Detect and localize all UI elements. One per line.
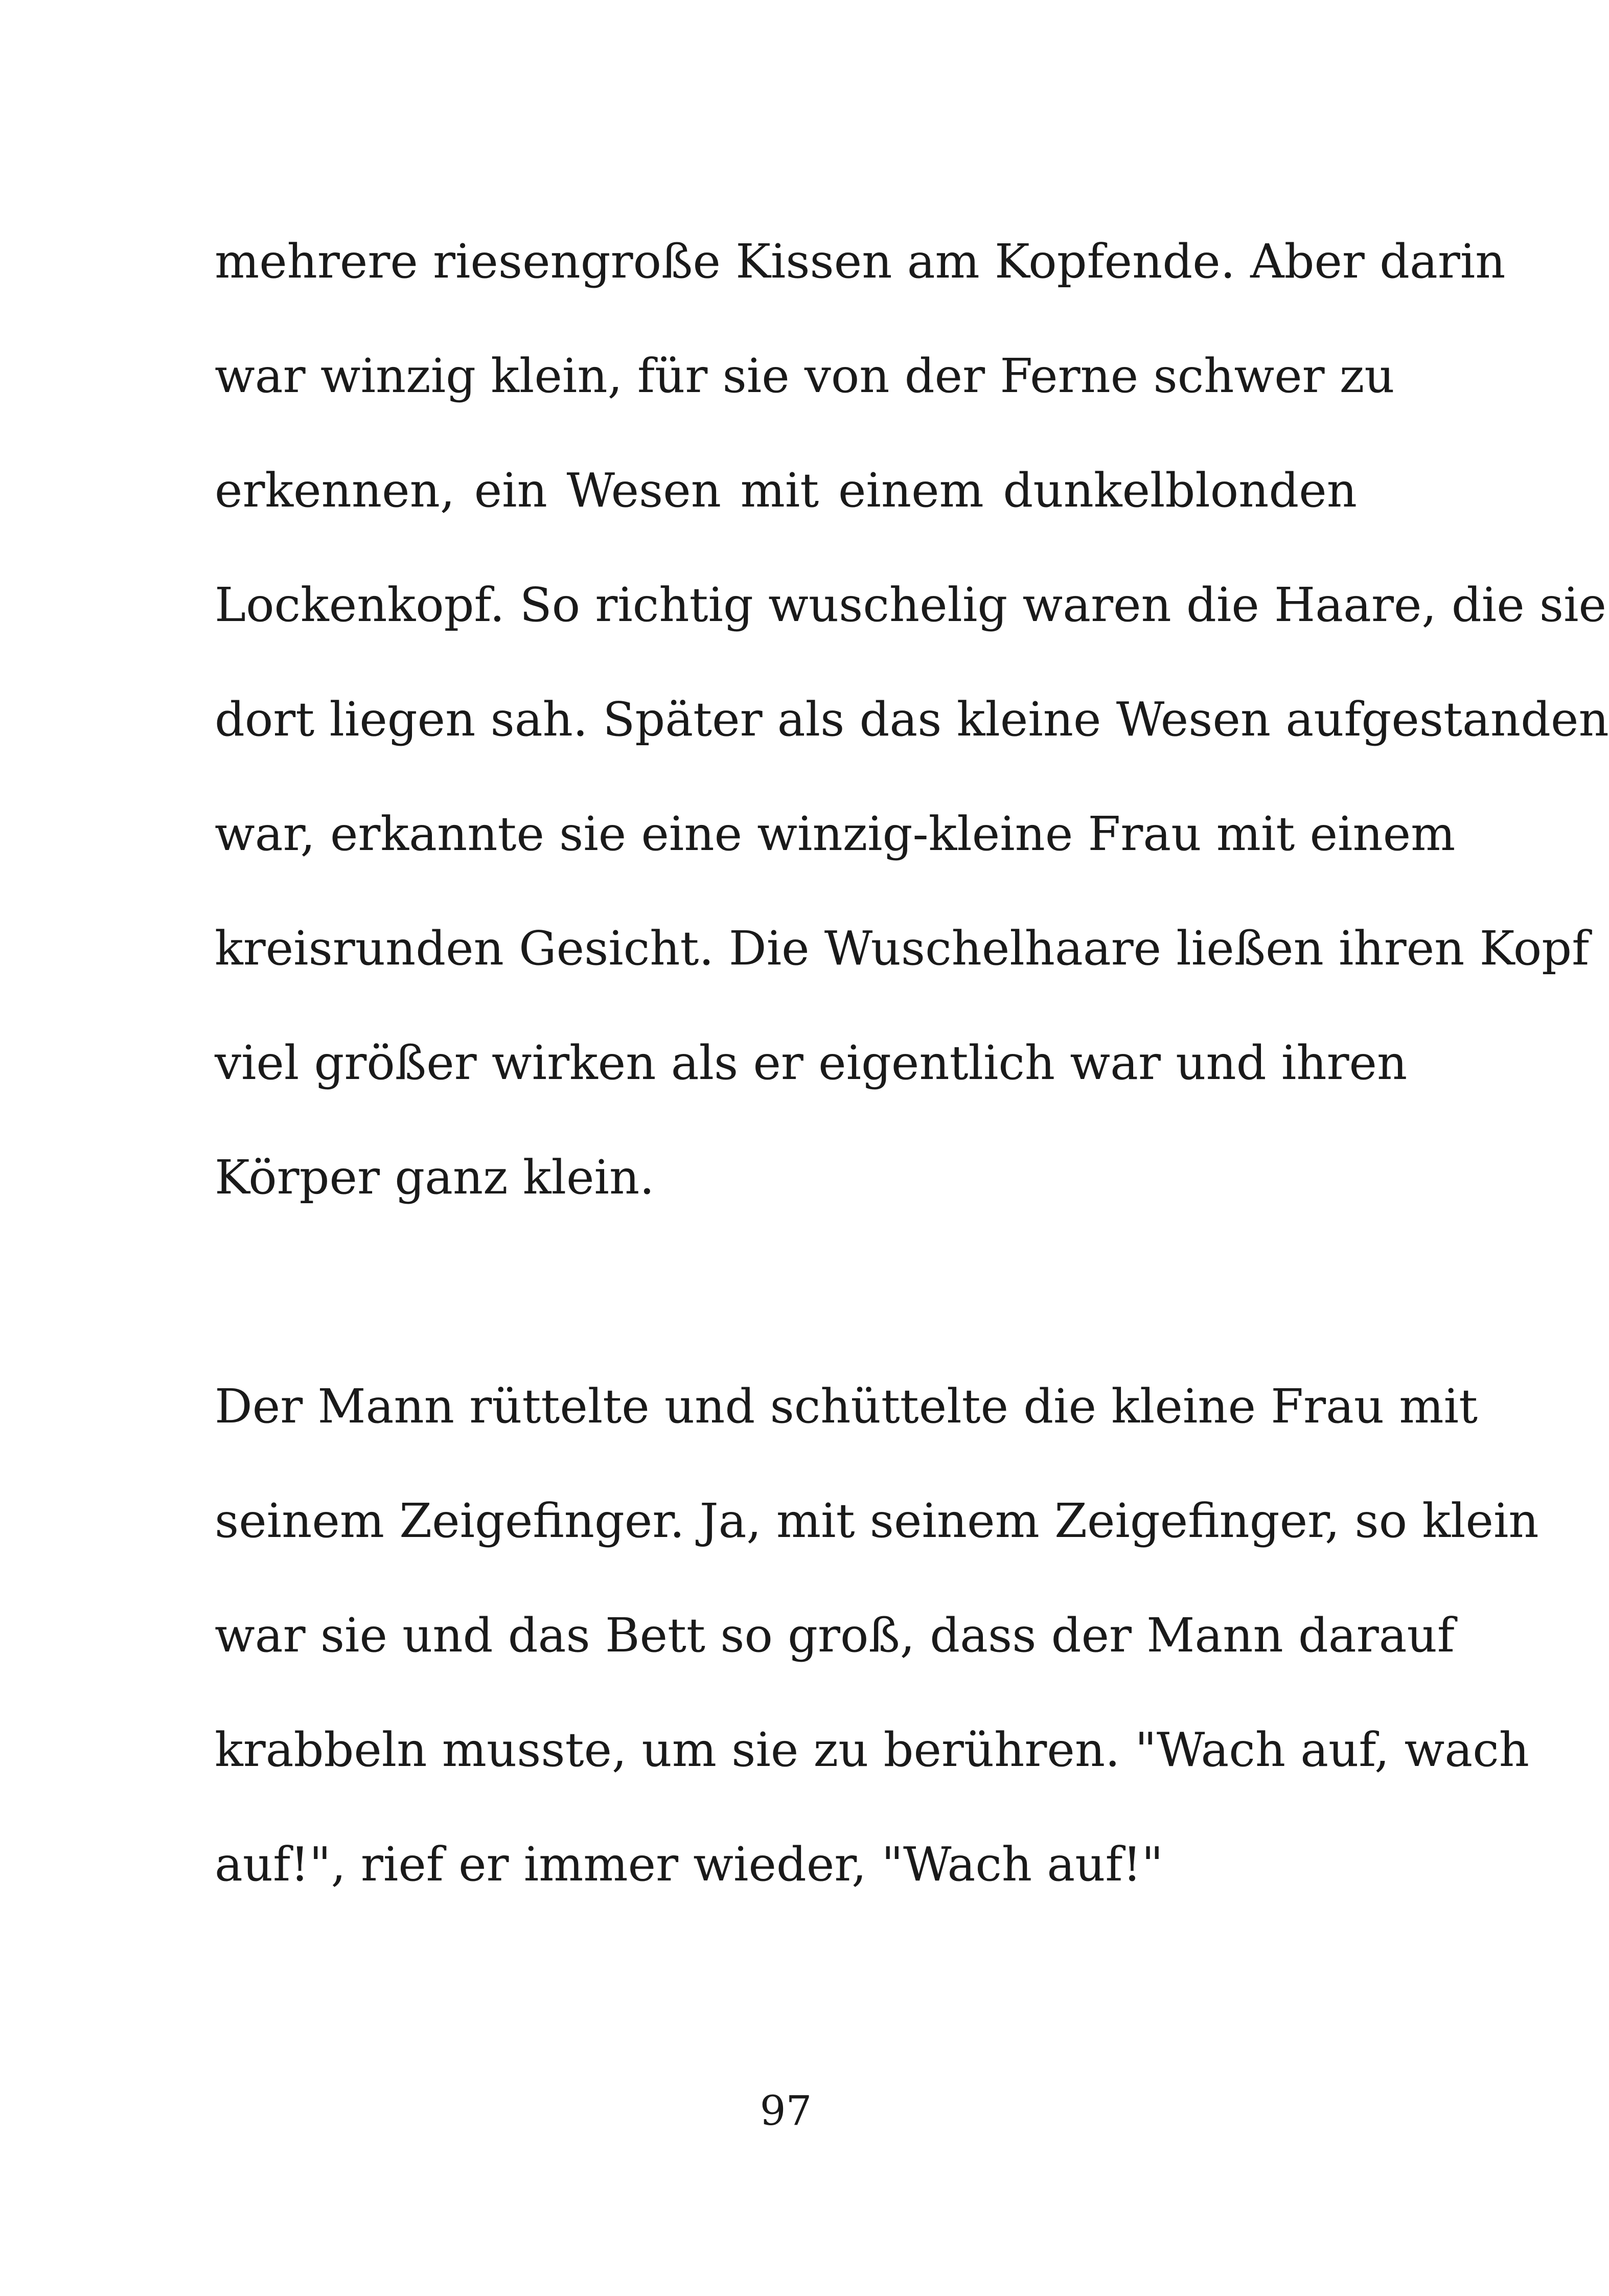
text-line: war sie und das Bett so groß, dass der Mann darauf (215, 1608, 1455, 1663)
text-line: kreisrunden Gesicht. Die Wuschelhaare ließen ihren Kopf (215, 921, 1590, 976)
text-line: war, erkannte sie eine winzig-kleine Frau mit einem (215, 807, 1456, 861)
text-line: seinem Zeigefinger. Ja, mit seinem Zeigefinger, so klein (215, 1494, 1539, 1548)
text-line: Körper ganz klein. (215, 1150, 655, 1205)
text-line: Der Mann rüttelte und schüttelte die kleine Frau mit (215, 1379, 1478, 1434)
text-line: erkennen, ein Wesen mit einem dunkelblonden (215, 463, 1357, 518)
paragraph-2 (215, 1349, 1539, 1922)
page-number: 97 (760, 2087, 812, 2134)
text-line: mehrere riesengroße Kissen am Kopfende. Aber darin (215, 234, 1506, 289)
text-line: war winzig klein, für sie von der Ferne schwer zu (215, 349, 1395, 403)
text-line: auf!", rief er immer wieder, "Wach auf!" (215, 1837, 1163, 1892)
text-line: Lockenkopf. So richtig wuschelig waren die Haare, die sie (215, 578, 1606, 632)
paragraph-1 (215, 204, 1609, 1235)
text-line: viel größer wirken als er eigentlich war und ihren (215, 1036, 1408, 1090)
text-line: dort liegen sah. Später als das kleine Wesen aufgestanden (215, 692, 1609, 747)
text-line: krabbeln musste, um sie zu berühren. "Wach auf, wach (215, 1723, 1530, 1777)
